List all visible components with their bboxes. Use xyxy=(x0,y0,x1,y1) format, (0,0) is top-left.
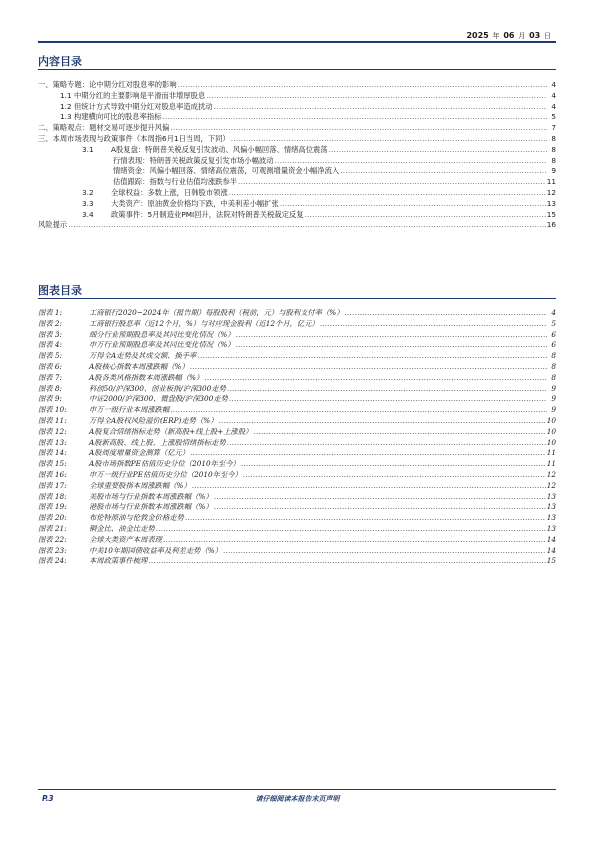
toc-leader-dots xyxy=(238,177,546,188)
figure-entry-text: 铜金比、油金比走势 xyxy=(89,523,155,533)
toc-entry-page: 8 xyxy=(551,155,556,165)
figure-leader-dots xyxy=(214,492,546,503)
figure-entry-text: 万得全A走势及其成交额、换手率 xyxy=(89,351,197,361)
figure-leader-dots xyxy=(236,340,547,351)
figure-entry-text: A股新高股、线上股、上涨股情绪指标走势 xyxy=(89,437,226,447)
date-day: 03 xyxy=(529,31,541,40)
figure-entry-page: 6 xyxy=(551,340,556,350)
toc-entry-page: 4 xyxy=(551,80,556,89)
toc-entry-1-1[interactable] xyxy=(38,91,556,102)
figure-entry-text: 中美10年期国债收益率及利差走势（%） xyxy=(89,545,222,555)
figure-entry-6[interactable] xyxy=(38,362,556,373)
figure-entry-21[interactable] xyxy=(38,524,556,535)
figure-entry-23[interactable] xyxy=(38,546,556,557)
figure-leader-dots xyxy=(320,319,547,330)
toc-entry-text: 构建横向可比的股息率指标 xyxy=(73,112,162,122)
figure-entry-24[interactable] xyxy=(38,556,556,567)
report-date xyxy=(466,31,552,41)
toc-entry-2[interactable] xyxy=(38,123,556,134)
figure-leader-dots xyxy=(236,330,547,341)
toc-entry-number: 3.1 xyxy=(82,144,94,154)
toc-leader-dots xyxy=(231,134,547,145)
figure-entry-number: 图表 13: xyxy=(38,437,67,447)
figure-entry-text: A股各类风格指数本周涨跌幅（%） xyxy=(89,372,204,382)
toc-leader-dots xyxy=(275,156,547,167)
date-year-unit: 年 xyxy=(492,32,500,40)
figure-leader-dots xyxy=(241,459,546,470)
figure-entry-page: 4 xyxy=(551,308,556,317)
table-of-contents xyxy=(38,80,556,231)
figure-entry-number: 图表 24: xyxy=(38,556,67,566)
figure-entry-text: 全球重要股指本周涨跌幅（%） xyxy=(89,480,191,490)
figure-entry-page: 11 xyxy=(546,448,556,458)
figure-entry-page: 8 xyxy=(551,361,556,371)
figure-entry-page: 10 xyxy=(546,415,556,425)
toc-entry-3-2[interactable] xyxy=(38,188,556,199)
figure-entry-text: 全球大类资产本周表现 xyxy=(89,534,162,544)
figure-entry-page: 9 xyxy=(551,394,556,404)
figure-leader-dots xyxy=(148,556,545,567)
toc-leader-dots xyxy=(329,145,547,156)
toc-entry-number: 一、 xyxy=(38,80,53,89)
toc-leader-dots xyxy=(229,188,546,199)
toc-leader-dots xyxy=(214,102,547,113)
figure-leader-dots xyxy=(229,394,547,405)
figure-entry-page: 12 xyxy=(546,480,556,490)
toc-entry-3-1-b[interactable] xyxy=(38,166,556,177)
toc-leader-dots xyxy=(206,91,547,102)
toc-title-divider xyxy=(38,69,556,70)
date-month-unit: 月 xyxy=(518,32,526,40)
toc-title: 内容目录 xyxy=(38,55,82,68)
figure-leader-dots xyxy=(243,470,546,481)
figure-entry-page: 14 xyxy=(546,534,556,544)
toc-entry-text: 中期分红的主要影响是平滑而非增厚股息 xyxy=(73,90,206,100)
figure-entry-page: 13 xyxy=(546,513,556,523)
figure-entry-page: 10 xyxy=(546,437,556,447)
figure-entry-13[interactable] xyxy=(38,438,556,449)
toc-entry-3-1-c[interactable] xyxy=(38,177,556,188)
toc-entry-text: 全球权益：多数上涨，日韩股市领涨 xyxy=(111,187,228,197)
figure-entry-number: 图表 14: xyxy=(38,448,67,458)
toc-entry-text: 风险提示 xyxy=(38,220,68,230)
toc-entry-page: 8 xyxy=(551,133,556,143)
figure-entry-number: 图表 20: xyxy=(38,513,67,523)
figure-leader-dots xyxy=(223,546,546,557)
figure-entry-14[interactable] xyxy=(38,448,556,459)
toc-entry-number: 三、 xyxy=(38,133,53,143)
figure-leader-dots xyxy=(190,448,546,459)
figure-entry-20[interactable] xyxy=(38,513,556,524)
figure-entry-number: 图表 12: xyxy=(38,426,67,436)
figure-entry-page: 13 xyxy=(546,491,556,501)
figure-entry-text: 细分行业预期股息率及其同比变化情况（%） xyxy=(89,329,235,339)
figure-leader-dots xyxy=(214,502,546,513)
toc-entry-number: 1.2 xyxy=(60,101,72,111)
figure-entry-text: 港股市场与行业指数本周涨跌幅（%） xyxy=(89,502,213,512)
figure-leader-dots xyxy=(204,373,547,384)
figure-entry-page: 15 xyxy=(546,556,556,566)
toc-leader-dots xyxy=(305,210,546,221)
toc-entry-1-2[interactable] xyxy=(38,102,556,113)
toc-leader-dots xyxy=(178,80,547,91)
figure-entry-number: 图表 2: xyxy=(38,318,63,328)
figure-entry-number: 图表 17: xyxy=(38,480,67,490)
toc-entry-page: 16 xyxy=(546,220,556,230)
figure-leader-dots xyxy=(185,513,546,524)
figure-leader-dots xyxy=(163,535,546,546)
figure-entry-page: 12 xyxy=(546,469,556,479)
toc-entry-text: 本周市场表现与政策事件（本周指6月1日当周，下同） xyxy=(52,133,230,143)
figure-entry-text: 申万一级行业本周涨跌幅 xyxy=(89,405,170,415)
figure-leader-dots xyxy=(253,427,545,438)
figure-entry-number: 图表 4: xyxy=(38,340,63,350)
toc-entry-page: 13 xyxy=(546,198,556,208)
toc-entry-page: 11 xyxy=(546,177,556,187)
figure-entry-text: 美股市场与行业指数本周涨跌幅（%） xyxy=(89,491,213,501)
figure-entry-text: 万得全A股权风险溢价(ERP)走势（%） xyxy=(89,415,218,425)
figure-entry-page: 5 xyxy=(551,318,556,328)
figure-entry-number: 图表 23: xyxy=(38,545,67,555)
list-of-figures xyxy=(38,308,556,567)
figure-leader-dots xyxy=(170,405,547,416)
toc-entry-3-4[interactable] xyxy=(38,210,556,221)
toc-leader-dots xyxy=(280,199,546,210)
figure-entry-number: 图表 8: xyxy=(38,383,63,393)
figure-leader-dots xyxy=(227,438,546,449)
figure-entry-number: 图表 18: xyxy=(38,491,67,501)
toc-entry-number: 3.3 xyxy=(82,198,94,208)
figure-entry-10[interactable] xyxy=(38,405,556,416)
figure-leader-dots xyxy=(197,351,547,362)
toc-entry-number: 二、 xyxy=(38,123,53,133)
toc-entry-text: 但统计方式导致中期分红对股息率造成扰动 xyxy=(73,101,213,111)
toc-entry-3-1-a[interactable] xyxy=(38,156,556,167)
figure-entry-number: 图表 3: xyxy=(38,329,63,339)
figure-entry-3[interactable] xyxy=(38,330,556,341)
figure-entry-text: A股周度增量资金测算（亿元） xyxy=(89,448,190,458)
toc-entry-risk[interactable] xyxy=(38,220,556,231)
toc-entry-number: 3.2 xyxy=(82,187,94,197)
figure-leader-dots xyxy=(219,416,546,427)
toc-entry-page: 12 xyxy=(546,187,556,197)
figure-entry-number: 图表 19: xyxy=(38,502,67,512)
toc-entry-text: 估值跟踪：指数与行业估值均涨跌参半 xyxy=(113,177,238,187)
figure-entry-text: 申万一级行业PE估值历史分位（2010年至今） xyxy=(89,469,242,479)
figure-entry-page: 13 xyxy=(546,523,556,533)
toc-leader-dots xyxy=(163,112,548,123)
figure-entry-text: 工商银行2020~2024年（报告期）每股股利（税前，元）与股利支付率（%） xyxy=(89,308,344,317)
figure-leader-dots xyxy=(192,481,546,492)
toc-entry-number: 3.4 xyxy=(82,209,94,219)
toc-entry-text: 行情表现：特朗普关税政策反复引发市场小幅波动 xyxy=(113,155,274,165)
figure-entry-22[interactable] xyxy=(38,535,556,546)
figure-entry-17[interactable] xyxy=(38,481,556,492)
toc-entry-number: 1.3 xyxy=(60,112,72,122)
footer-disclaimer: 请仔细阅读本报告末页声明 xyxy=(255,794,340,803)
figure-entry-text: 科创50/沪深300、创业板指/沪深300走势 xyxy=(89,383,226,393)
figure-entry-5[interactable] xyxy=(38,351,556,362)
toc-entry-page: 9 xyxy=(551,166,556,176)
figure-entry-page: 8 xyxy=(551,351,556,361)
date-day-unit: 日 xyxy=(544,32,551,40)
footer-divider xyxy=(38,789,556,790)
toc-entry-3[interactable] xyxy=(38,134,556,145)
figure-entry-page: 14 xyxy=(546,545,556,555)
figure-entry-12[interactable] xyxy=(38,427,556,438)
figure-entry-page: 11 xyxy=(546,459,556,469)
figure-entry-page: 13 xyxy=(546,502,556,512)
figure-entry-text: 布伦特原油与伦敦金价格走势 xyxy=(89,513,184,523)
figure-leader-dots xyxy=(227,384,547,395)
toc-leader-dots xyxy=(68,220,546,231)
figure-entry-number: 图表 1: xyxy=(38,308,63,317)
header-divider xyxy=(38,41,556,43)
figure-entry-number: 图表 22: xyxy=(38,534,67,544)
figure-entry-number: 图表 16: xyxy=(38,469,67,479)
toc-entry-page: 15 xyxy=(546,209,556,219)
figure-entry-15[interactable] xyxy=(38,459,556,470)
figure-leader-dots xyxy=(156,524,546,535)
toc-entry-page: 4 xyxy=(551,101,556,111)
toc-entry-page: 4 xyxy=(551,90,556,100)
figure-entry-9[interactable] xyxy=(38,394,556,405)
figure-entry-7[interactable] xyxy=(38,373,556,384)
figure-entry-page: 9 xyxy=(551,383,556,393)
toc-entry-page: 7 xyxy=(551,123,556,133)
figure-entry-number: 图表 6: xyxy=(38,361,63,371)
toc-entry-text: A股复盘：特朗普关税反复引发波动、风偏小幅回落、情绪高位震荡 xyxy=(111,144,328,154)
toc-leader-dots xyxy=(170,123,547,134)
figure-entry-8[interactable] xyxy=(38,384,556,395)
figure-entry-text: 工商银行股息率（近12个月，%）与对应现金股利（近12个月，亿元） xyxy=(89,318,319,328)
page-number: P.3 xyxy=(42,794,54,803)
date-year: 2025 xyxy=(466,31,489,40)
figure-entry-16[interactable] xyxy=(38,470,556,481)
toc-entry-3-3[interactable] xyxy=(38,199,556,210)
toc-entry-page: 5 xyxy=(551,112,556,122)
figures-title: 图表目录 xyxy=(38,284,82,297)
figure-entry-number: 图表 9: xyxy=(38,394,63,404)
figure-entry-page: 6 xyxy=(551,329,556,339)
toc-entry-3-1[interactable] xyxy=(38,145,556,156)
figure-entry-text: A股复合情绪指标走势（新高股+线上股+上涨股） xyxy=(89,426,253,436)
toc-entry-text: 政策事件：5月制造业PMI回升，法院对特朗普关税裁定反复 xyxy=(111,209,304,219)
figure-entry-text: A股核心指数本周涨跌幅（%） xyxy=(89,361,189,371)
toc-entry-number: 1.1 xyxy=(60,90,72,100)
figure-entry-number: 图表 10: xyxy=(38,405,67,415)
toc-entry-text: 情绪资金：风偏小幅回落、情绪高位震荡，可观测增量资金小幅净流入 xyxy=(113,166,340,176)
figure-entry-11[interactable] xyxy=(38,416,556,427)
figure-leader-dots xyxy=(190,362,547,373)
figure-entry-page: 8 xyxy=(551,372,556,382)
toc-entry-text: 策略观点：题材交易可逐步提升风偏 xyxy=(52,123,170,133)
figures-title-divider xyxy=(38,298,556,299)
figure-entry-text: A股市场指数PE估值历史分位（2010年至今） xyxy=(89,459,240,469)
figure-entry-page: 10 xyxy=(546,426,556,436)
toc-entry-1[interactable] xyxy=(38,80,556,91)
figure-entry-number: 图表 21: xyxy=(38,523,67,533)
figure-entry-number: 图表 5: xyxy=(38,351,63,361)
figure-entry-number: 图表 11: xyxy=(38,415,67,425)
toc-leader-dots xyxy=(340,166,547,177)
figure-entry-text: 中证2000/沪深300、微盘股/沪深300走势 xyxy=(89,394,228,404)
figure-entry-text: 本周政策事件梳理 xyxy=(89,556,148,566)
toc-entry-1-3[interactable] xyxy=(38,112,556,123)
figure-entry-text: 申万行业预期股息率及其同比变化情况（%） xyxy=(89,340,235,350)
figure-entry-1[interactable] xyxy=(38,308,556,319)
figure-entry-18[interactable] xyxy=(38,492,556,503)
figure-entry-19[interactable] xyxy=(38,502,556,513)
figure-entry-number: 图表 7: xyxy=(38,372,63,382)
toc-entry-page: 8 xyxy=(551,144,556,154)
figure-entry-2[interactable] xyxy=(38,319,556,330)
figure-entry-number: 图表 15: xyxy=(38,459,67,469)
date-month: 06 xyxy=(503,31,515,40)
toc-entry-text: 大类资产：原油黄金价格均下跌，中美利差小幅扩张 xyxy=(111,198,279,208)
figure-entry-4[interactable] xyxy=(38,340,556,351)
figure-entry-page: 9 xyxy=(551,405,556,415)
figure-leader-dots xyxy=(345,308,548,319)
toc-entry-text: 策略专题：论中期分红对股息率的影响 xyxy=(52,80,177,89)
